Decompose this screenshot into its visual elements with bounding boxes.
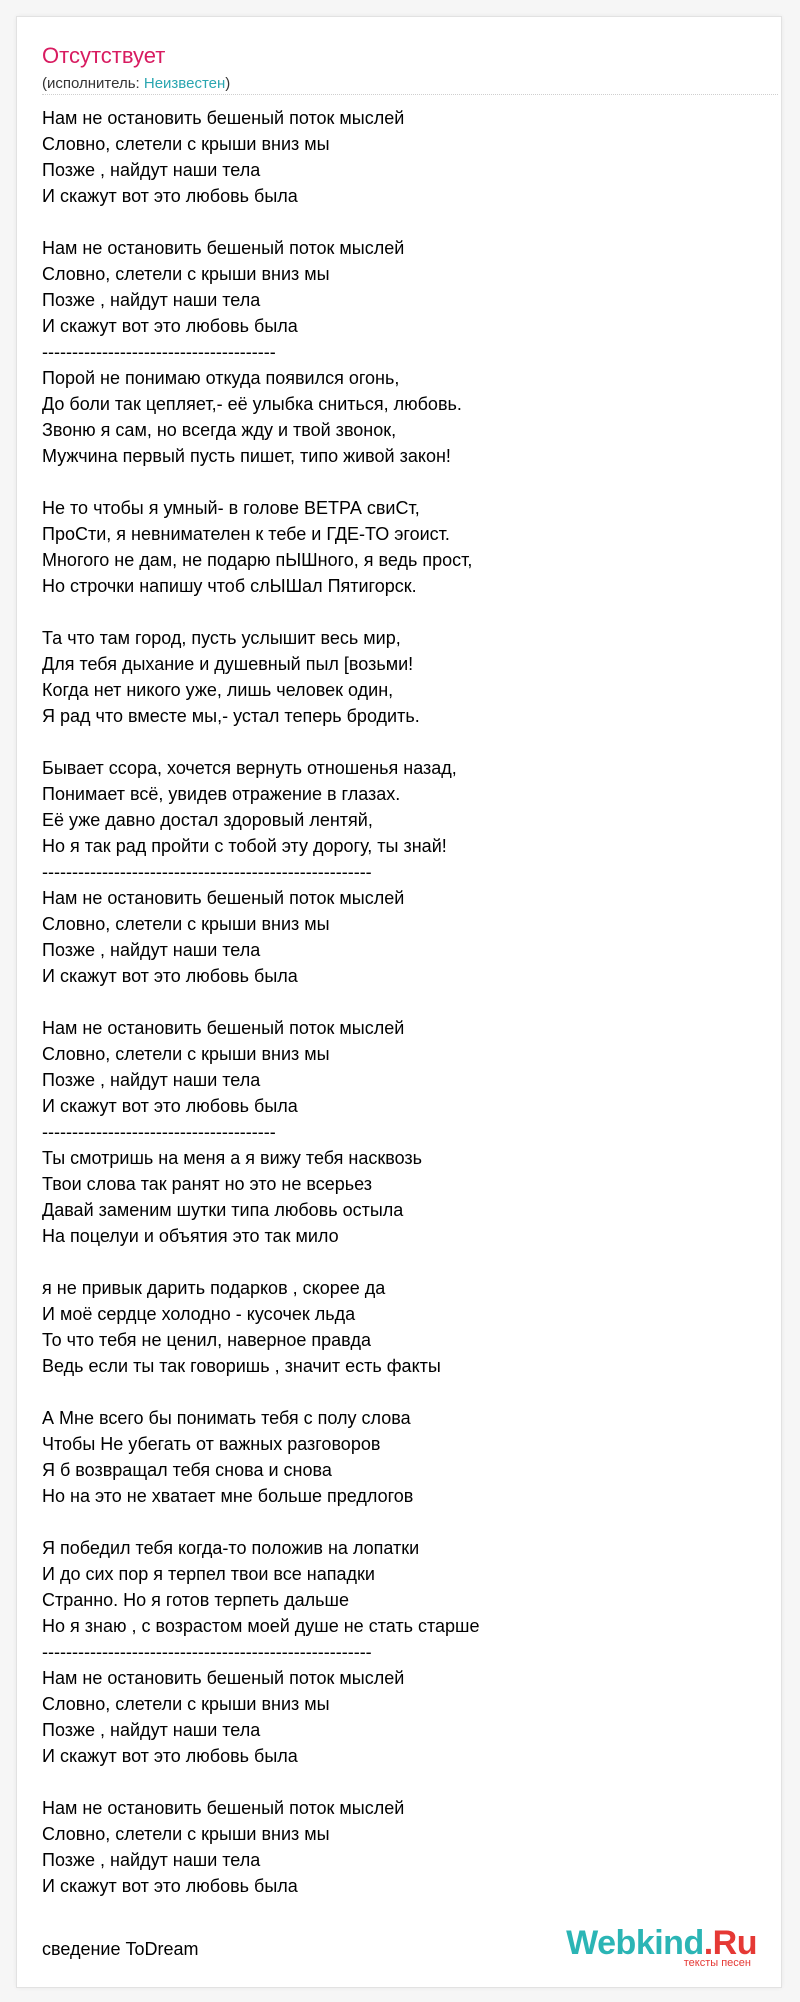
lyric-line: И моё сердце холодно - кусочек льда — [42, 1304, 356, 1324]
artist-prefix: (исполнитель: — [42, 75, 144, 92]
lyric-line: Словно, слетели с крыши вниз мы — [42, 134, 330, 154]
stanza-gap — [42, 469, 480, 495]
lyric-line: Для тебя дыхание и душевный пыл [возьми! — [42, 654, 414, 674]
lyric-line: --------------------------------------- — [42, 342, 276, 362]
lyric-line: --------------------------------------- — [42, 1122, 276, 1142]
lyric-line: Её уже давно достал здоровый лентяй, — [42, 810, 373, 830]
logo-domain: .Ru — [703, 1924, 757, 1962]
lyric-line: Словно, слетели с крыши вниз мы — [42, 1694, 330, 1714]
artist-link[interactable]: Неизвестен — [143, 75, 226, 92]
stanza-gap — [42, 729, 480, 755]
lyric-line: я не привык дарить подарков , скорее да — [42, 1278, 386, 1298]
artist-line — [42, 75, 230, 92]
lyric-line: И скажут вот это любовь была — [42, 316, 298, 336]
divider — [42, 94, 778, 95]
lyric-line: Нам не остановить бешеный поток мыслей — [42, 238, 405, 258]
credit-line: сведение ToDream — [42, 1939, 199, 1959]
lyric-line: Позже , найдут наши тела — [42, 160, 261, 180]
lyric-line: Многого не дам, не подарю пЫШного, я ведь прост, — [42, 550, 473, 570]
stanza-gap — [42, 1509, 480, 1535]
stanza-gap — [42, 599, 480, 625]
lyric-line: Словно, слетели с крыши вниз мы — [42, 1824, 330, 1844]
lyric-line: Нам не остановить бешеный поток мыслей — [42, 1798, 405, 1818]
lyric-line: Словно, слетели с крыши вниз мы — [42, 264, 330, 284]
lyric-line: Но я так рад пройти с тобой эту дорогу, ты знай! — [42, 836, 447, 856]
lyric-line: А Мне всего бы понимать тебя с полу слова — [42, 1408, 411, 1428]
lyric-line: Нам не остановить бешеный поток мыслей — [42, 1018, 405, 1038]
stanza-gap — [42, 1249, 480, 1275]
lyric-line: Нам не остановить бешеный поток мыслей — [42, 108, 405, 128]
lyric-line: Понимает всё, увидев отражение в глазах. — [42, 784, 401, 804]
lyric-line: И скажут вот это любовь была — [42, 1746, 298, 1766]
lyric-line: Нам не остановить бешеный поток мыслей — [42, 888, 405, 908]
lyric-line: Но я знаю , с возрастом моей душе не стать старше — [42, 1616, 480, 1636]
logo-wordmark — [566, 1925, 757, 1961]
lyric-line: То что тебя не ценил, наверное правда — [42, 1330, 372, 1350]
lyric-line: Твои слова так ранят но это не всерьез — [42, 1174, 372, 1194]
lyric-line: Позже , найдут наши тела — [42, 290, 261, 310]
lyric-line: Позже , найдут наши тела — [42, 1070, 261, 1090]
lyric-line: Ведь если ты так говоришь , значит есть факты — [42, 1356, 441, 1376]
lyric-line: Нам не остановить бешеный поток мыслей — [42, 1668, 405, 1688]
lyric-line: Чтобы Не убегать от важных разговоров — [42, 1434, 381, 1454]
site-logo[interactable] — [566, 1925, 757, 1969]
lyrics-body — [42, 105, 480, 1899]
lyric-line: Та что там город, пусть услышит весь мир, — [42, 628, 401, 648]
lyric-line: До боли так цепляет,- её улыбка сниться, любовь. — [42, 394, 462, 414]
lyric-line: ------------------------------------------------------- — [42, 1642, 372, 1662]
lyric-line: И скажут вот это любовь была — [42, 1876, 298, 1896]
lyric-line: И скажут вот это любовь была — [42, 1096, 298, 1116]
lyric-line: Давай заменим шутки типа любовь остыла — [42, 1200, 404, 1220]
lyric-line: Но строчки напишу чтоб слЫШал Пятигорск. — [42, 576, 417, 596]
lyric-line: Позже , найдут наши тела — [42, 940, 261, 960]
lyric-line: ------------------------------------------------------- — [42, 862, 372, 882]
lyric-line: Когда нет никого уже, лишь человек один, — [42, 680, 394, 700]
logo-tagline: тексты песен — [683, 1957, 751, 1969]
lyric-line: ПроСти, я невнимателен к тебе и ГДЕ-ТО эгоист. — [42, 524, 450, 544]
lyric-line: И скажут вот это любовь была — [42, 966, 298, 986]
stanza-gap — [42, 209, 480, 235]
lyric-line: Словно, слетели с крыши вниз мы — [42, 1044, 330, 1064]
lyric-line: Мужчина первый пусть пишет, типо живой закон! — [42, 446, 451, 466]
lyric-line: Бывает ссора, хочется вернуть отношенья назад, — [42, 758, 457, 778]
lyric-line: Я рад что вместе мы,- устал теперь бродить. — [42, 706, 420, 726]
lyric-line: Звоню я сам, но всегда жду и твой звонок, — [42, 420, 397, 440]
song-title: Отсутствует — [42, 43, 166, 68]
lyric-line: На поцелуи и объятия это так мило — [42, 1226, 339, 1246]
stanza-gap — [42, 1769, 480, 1795]
lyric-line: Но на это не хватает мне больше предлогов — [42, 1486, 414, 1506]
lyric-line: Ты смотришь на меня а я вижу тебя насквозь — [42, 1148, 423, 1168]
lyric-line: Позже , найдут наши тела — [42, 1850, 261, 1870]
artist-suffix: ) — [225, 75, 231, 92]
lyric-line: Позже , найдут наши тела — [42, 1720, 261, 1740]
lyric-line: Я б возвращал тебя снова и снова — [42, 1460, 332, 1480]
stanza-gap — [42, 1379, 480, 1405]
lyric-line: Словно, слетели с крыши вниз мы — [42, 914, 330, 934]
lyric-line: Странно. Но я готов терпеть дальше — [42, 1590, 350, 1610]
lyric-line: Порой не понимаю откуда появился огонь, — [42, 368, 400, 388]
lyric-line: И до сих пор я терпел твои все нападки — [42, 1564, 375, 1584]
lyric-line: Я победил тебя когда-то положив на лопатки — [42, 1538, 420, 1558]
logo-name: Webkind — [566, 1924, 704, 1962]
stanza-gap — [42, 989, 480, 1015]
lyric-line: И скажут вот это любовь была — [42, 186, 298, 206]
lyric-line: Не то чтобы я умный- в голове ВЕТРА свиСт, — [42, 498, 420, 518]
lyrics-card — [16, 16, 782, 1988]
